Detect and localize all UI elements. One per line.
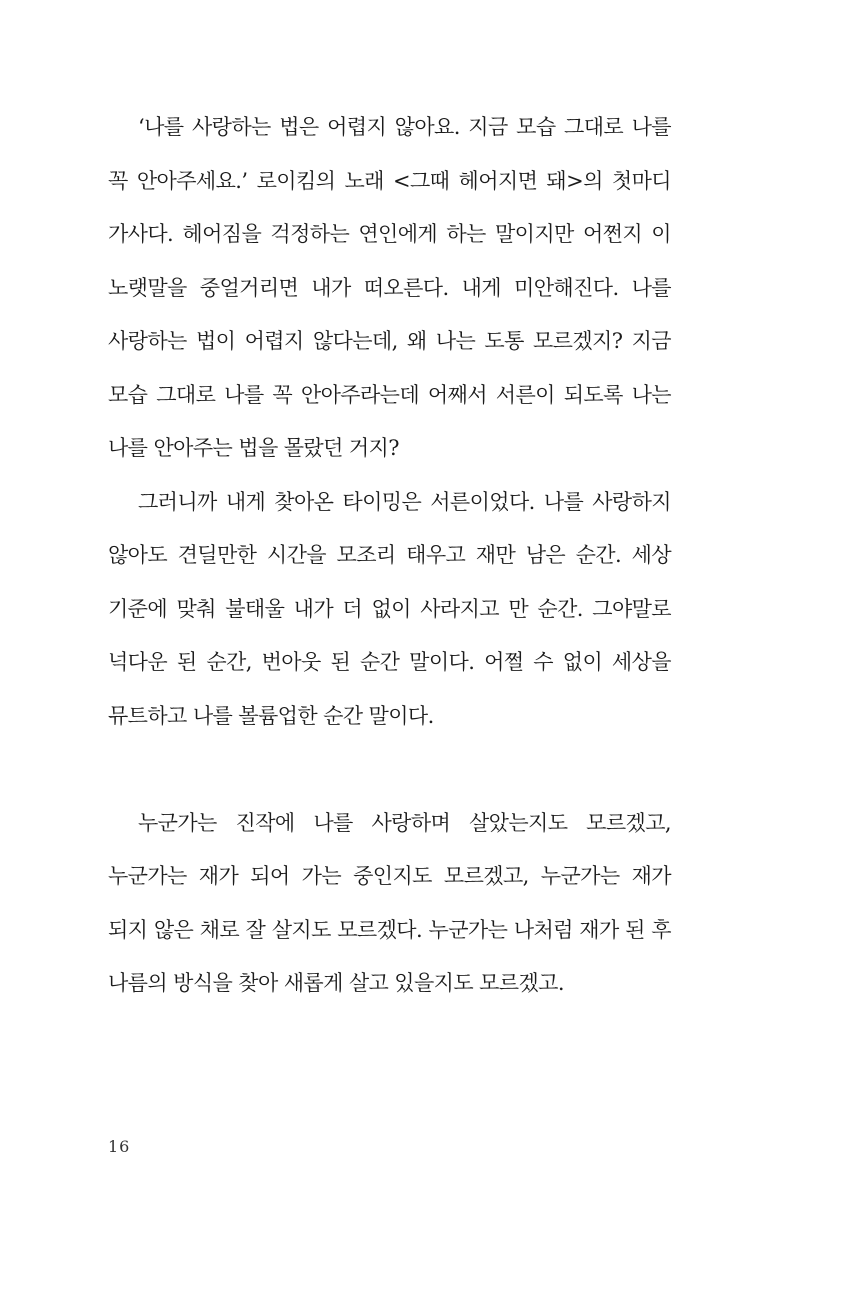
section-gap <box>108 743 671 797</box>
paragraph-2: 그러니까 내게 찾아온 타이밍은 서른이었다. 나를 사랑하지 않아도 견딜만한 시간을 모조리 태우고 재만 남은 순간. 세상 기준에 맞춰 불태울 내가 더 없이 사라지고 만 순간. 그야말로 넉다운 된 순간, 번아웃 된 순간 말이다. 어쩔 수 없이 세상을 뮤트하고 나를 볼륨업한 순간 말이다. <box>108 489 671 728</box>
body-text <box>108 101 671 1011</box>
page-number: 16 <box>108 1137 131 1156</box>
paragraph-1: ‘나를 사랑하는 법은 어렵지 않아요. 지금 모습 그대로 나를 꼭 안아주세요.’ 로이킴의 노래 <그때 헤어지면 돼>의 첫마디 가사다. 헤어짐을 걱정하는 연인에게 하는 말이지만 어쩐지 이 노랫말을 중얼거리면 내가 떠오른다. 내게 미안해진다. 나를 사랑하는 법이 어렵지 않다는데, 왜 나는 도통 모르겠지? 지금 모습 그대로 나를 꼭 안아주라는데 어째서 서른이 되도록 나는 나를 안아주는 법을 몰랐던 거지? <box>108 115 671 460</box>
paragraph-3: 누군가는 진작에 나를 사랑하며 살았는지도 모르겠고, 누군가는 재가 되어 가는 중인지도 모르겠고, 누군가는 재가 되지 않은 채로 잘 살지도 모르겠다. 누군가는 나처럼 재가 된 후 나름의 방식을 찾아 새롭게 살고 있을지도 모르겠고. <box>108 810 671 995</box>
